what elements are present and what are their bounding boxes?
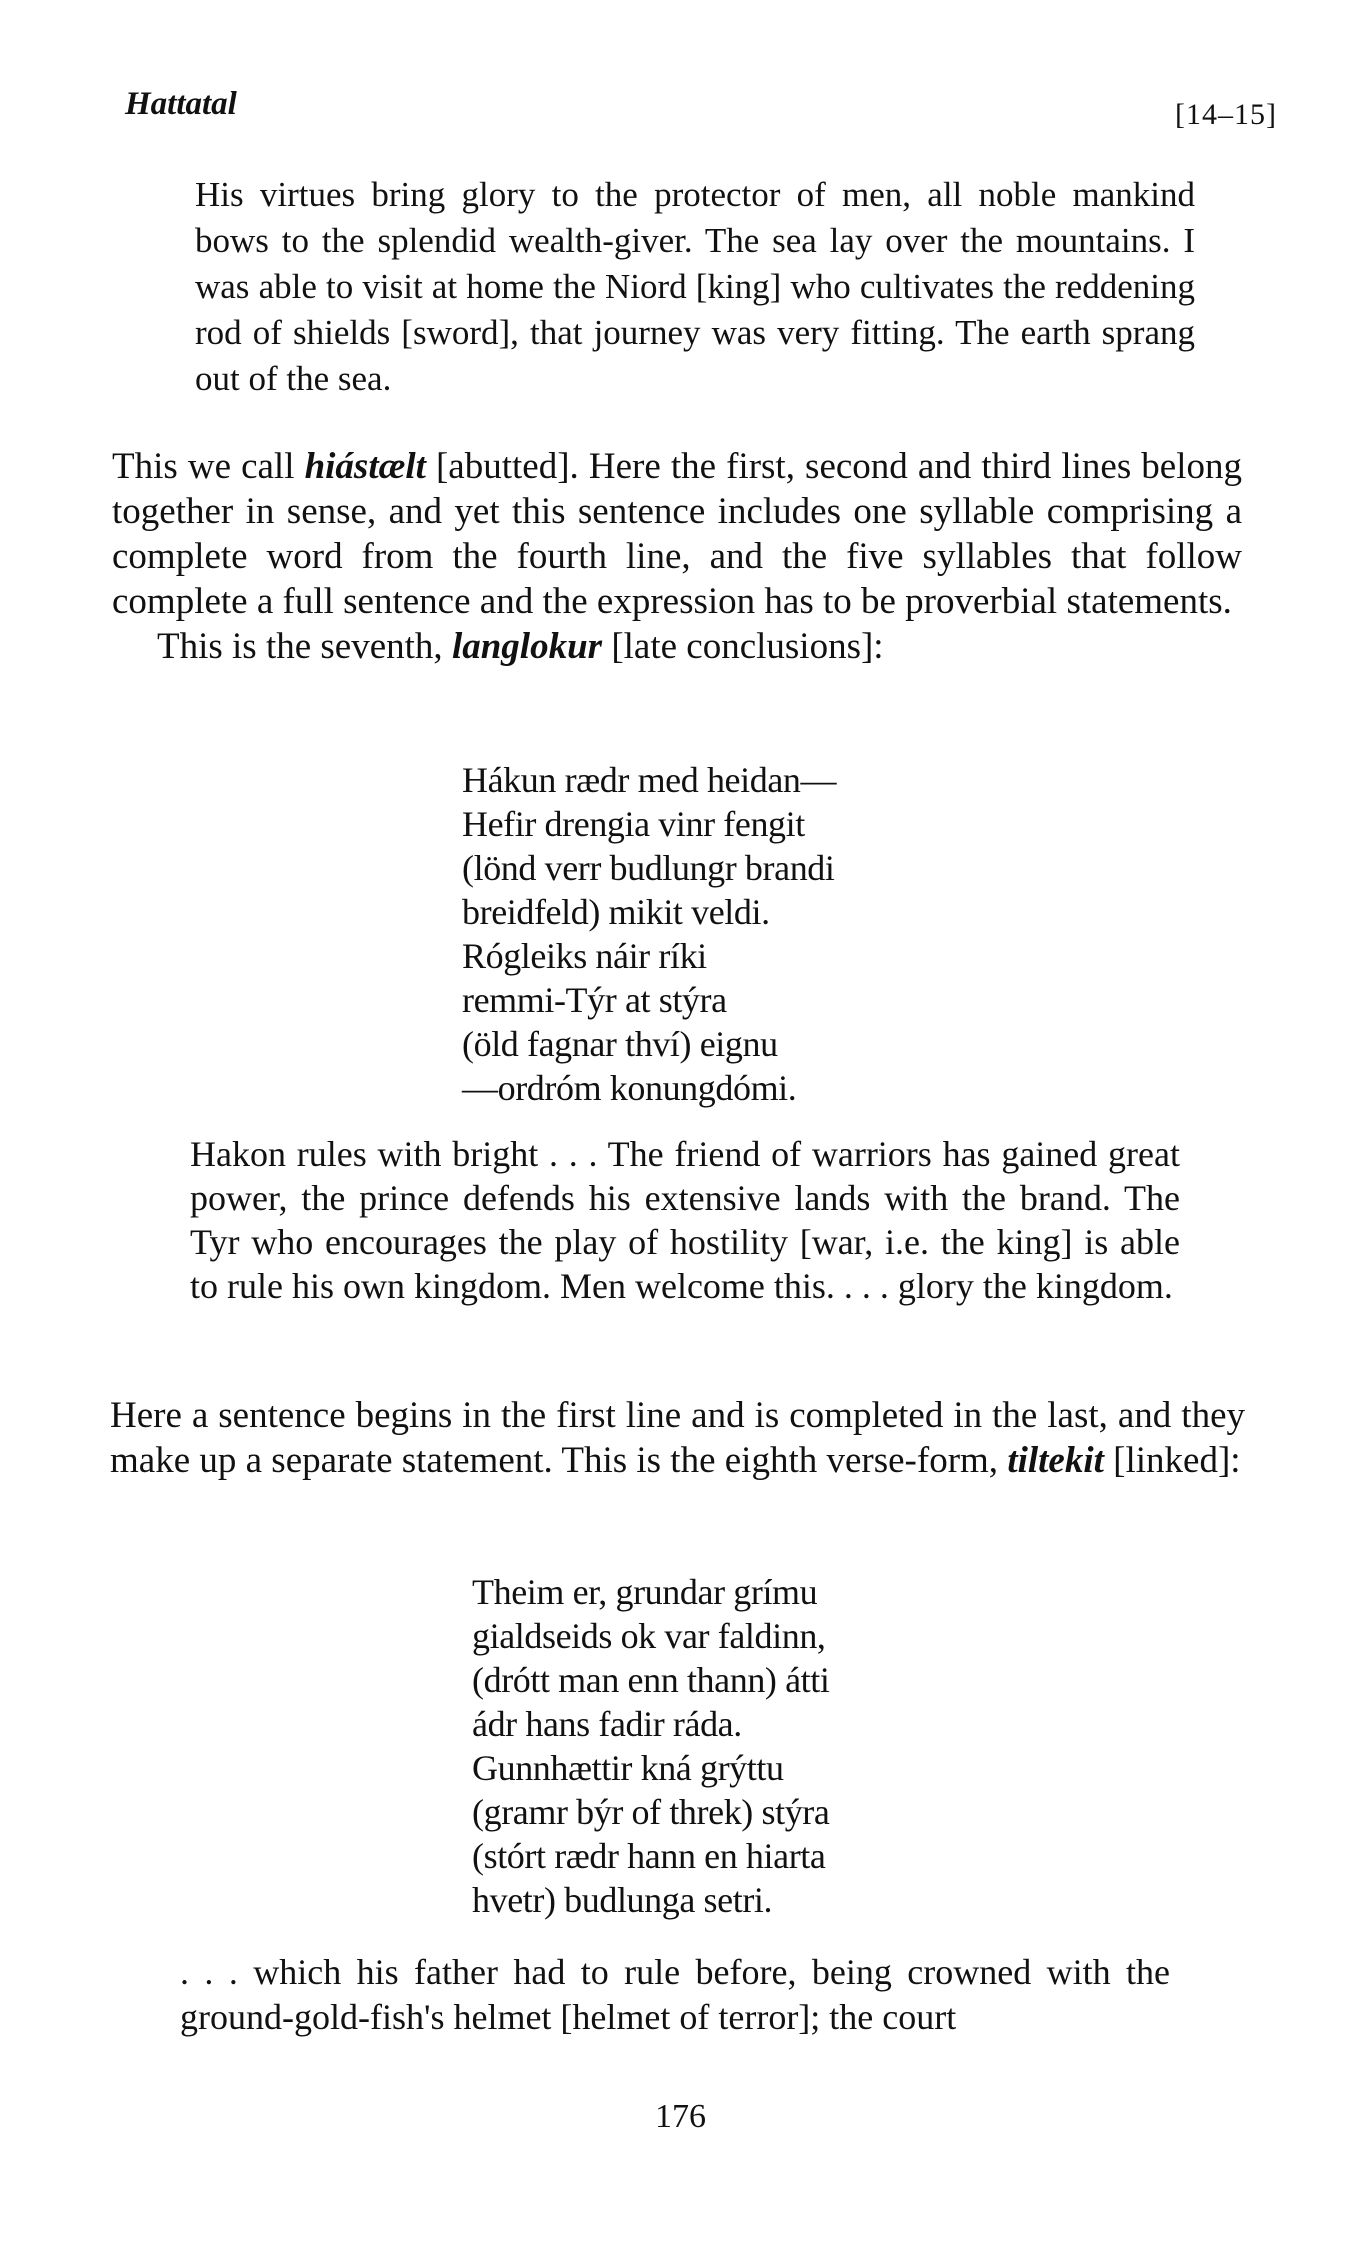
- next-form-rest: [late conclusions]:: [602, 626, 884, 667]
- verse-line: Hefir drengia vinr fengit: [462, 804, 805, 844]
- translation-paragraph-3: [180, 1950, 1170, 2040]
- commentary-paragraph-2: [110, 1393, 1245, 1483]
- translation-text: His virtues bring glory to the protector of men, all noble mankind bows to the splendid wealth-giver. The sea lay over the mountains. I was able to visit at home the Niord [king] who cultivates the reddening rod of shields [sword], that journey was very fitting. The earth sprang out of the sea.: [195, 175, 1195, 398]
- commentary-rest: [abutted]. Here the first, second and third lines belong together in sense, and yet this sentence includes one syllable comprising a complete word from the fourth line, and the five syllables that follow complete a full sentence and the expression has to be proverbial statements.: [112, 446, 1242, 622]
- verse-stanza-2: [472, 1570, 830, 1922]
- verse-line: (gramr býr of threk) stýra: [472, 1792, 830, 1832]
- commentary-rest: [linked]:: [1103, 1440, 1241, 1481]
- verse-line: breidfeld) mikit veldi.: [462, 892, 770, 932]
- verse-line: Theim er, grundar grímu: [472, 1572, 818, 1612]
- verse-form-term: tiltekit: [1007, 1440, 1104, 1481]
- verse-form-term: langlokur: [451, 626, 603, 667]
- translation-text: . . . which his father had to rule before, being crowned with the ground-gold-fish's helmet [helmet of terror]; the court: [180, 1952, 1170, 2037]
- section-range: [14–15]: [1175, 98, 1277, 131]
- verse-line: —ordróm konungdómi.: [462, 1068, 797, 1108]
- commentary-intro: Here a sentence begins in the first line and is completed in the last, and they make up a separate statement. This is the eighth verse-form,: [110, 1395, 1245, 1481]
- commentary-text: [112, 444, 1242, 624]
- verse-line: hvetr) budlunga setri.: [472, 1880, 773, 1920]
- verse-line: (drótt man enn thann) átti: [472, 1660, 830, 1700]
- translation-text: Hakon rules with bright . . . The friend of warriors has gained great power, the prince defends his extensive lands with the brand. The Tyr who encourages the play of hostility [war, i.e. the king] is able to rule his own kingdom. Men welcome this. . . . glory the kingdom.: [190, 1134, 1180, 1306]
- verse-line: Gunnhættir kná grýttu: [472, 1748, 784, 1788]
- commentary-intro: This we call: [112, 446, 305, 487]
- verse-stanza-1: [462, 758, 836, 1110]
- next-form-intro: This is the seventh,: [157, 626, 452, 667]
- commentary-text: [110, 1393, 1245, 1483]
- verse-line: (lönd verr budlungr brandi: [462, 848, 835, 888]
- verse-line: ádr hans fadir ráda.: [472, 1704, 742, 1744]
- commentary-next-form: [112, 624, 1242, 669]
- commentary-paragraph-1: [112, 444, 1242, 669]
- verse-form-term: hiástælt: [304, 446, 426, 487]
- verse-line: gialdseids ok var faldinn,: [472, 1616, 826, 1656]
- verse-line: remmi-Týr at stýra: [462, 980, 727, 1020]
- page-number: 176: [655, 2098, 706, 2135]
- translation-paragraph-1: [195, 172, 1195, 402]
- verse-line: (öld fagnar thví) eignu: [462, 1024, 778, 1064]
- translation-paragraph-2: [190, 1132, 1180, 1308]
- running-title: Hattatal: [125, 86, 237, 122]
- verse-line: Hákun rædr med heidan—: [462, 760, 837, 800]
- verse-line: (stórt rædr hann en hiarta: [472, 1836, 826, 1876]
- verse-line: Rógleiks náir ríki: [462, 936, 707, 976]
